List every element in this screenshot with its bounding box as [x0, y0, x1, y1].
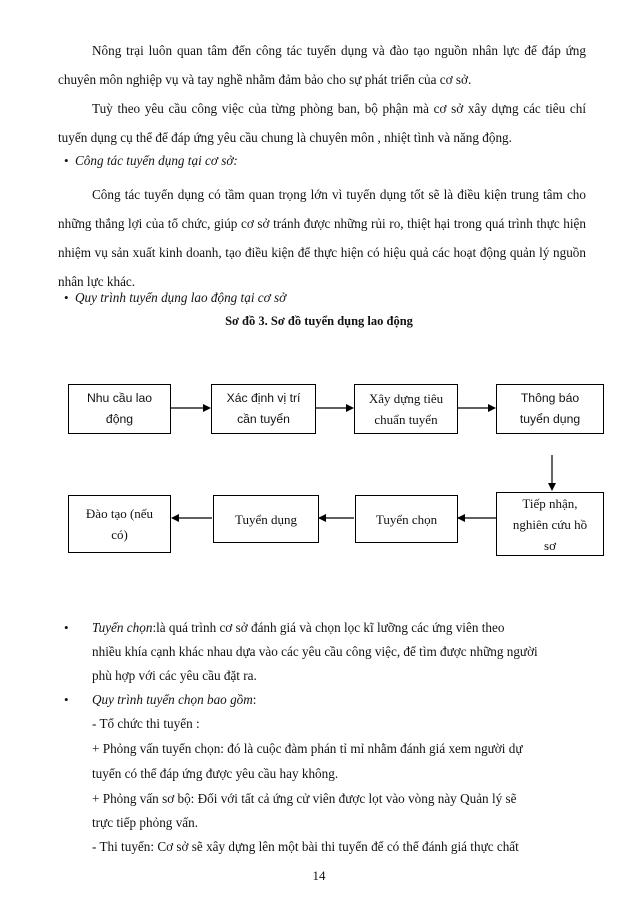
box-training: Đào tạo (nếu có)	[68, 495, 171, 553]
list-line: trực tiếp phỏng vấn.	[92, 815, 199, 830]
selection-definition-line-1: Tuyển chọn:là quá trình cơ sở đánh giá và chọn lọc kĩ lưỡng các ứng viên theo	[92, 620, 505, 635]
box-selection: Tuyển chọn	[355, 495, 458, 543]
selection-process-heading: Quy trình tuyển chọn bao gồm:	[92, 692, 257, 707]
box-build-criteria: Xây dựng tiêu chuẩn tuyển	[354, 384, 458, 434]
selection-definition-line-3: phù hợp với các yêu cầu đặt ra.	[92, 668, 257, 683]
paragraph-intro: Nông trại luôn quan tâm đến công tác tuyển dụng và đào tạo nguồn nhân lực để đáp ứng chuyên môn nghiệp vụ và tay nghề nhằm đảm bảo cho sự phát triển của cơ sở.	[58, 43, 586, 87]
heading-recruitment-work: Công tác tuyển dụng tại cơ sở:	[75, 153, 238, 168]
bullet-dot: •	[64, 620, 69, 635]
bullet-dot: •	[64, 692, 69, 707]
box-receive-profiles: Tiếp nhận, nghiên cứu hồ sơ	[496, 492, 604, 556]
list-line: + Phỏng vấn sơ bộ: Đối với tất cả ứng cử viên được lọt vào vòng này Quản lý sẽ	[92, 791, 517, 806]
box-labor-demand: Nhu cầu lao động	[68, 384, 171, 434]
box-hiring: Tuyển dụng	[213, 495, 319, 543]
list-line: - Thi tuyển: Cơ sở sẽ xây dựng lên một bài thi tuyển để có thể đánh giá thực chất	[92, 839, 519, 854]
bullet-dot: •	[64, 153, 69, 168]
list-line: tuyển có thể đáp ứng được yêu cầu hay không.	[92, 766, 339, 781]
heading-recruitment-process: Quy trình tuyển dụng lao động tại cơ sở	[75, 290, 287, 305]
box-identify-position: Xác định vị trí cần tuyển	[211, 384, 316, 434]
diagram-caption: Sơ đồ 3. Sơ đồ tuyển dụng lao động	[225, 314, 413, 328]
term-selection: Tuyển chọn	[92, 620, 153, 635]
page-number: 14	[312, 868, 326, 883]
box-announce-recruitment: Thông báo tuyển dụng	[496, 384, 604, 434]
selection-definition-line-2: nhiều khía cạnh khác nhau dựa vào các yêu cầu công việc, để tìm được những người	[92, 644, 538, 659]
list-line: - Tổ chức thi tuyển :	[92, 716, 200, 731]
list-line: + Phỏng vấn tuyển chọn: đó là cuộc đàm phán tỉ mỉ nhằm đánh giá xem người dự	[92, 741, 523, 756]
bullet-dot: •	[64, 290, 69, 305]
paragraph-recruitment-importance: Công tác tuyển dụng có tầm quan trọng lớn vì tuyển dụng tốt sẽ là điều kiện trung tâm cho những thắng lợi của tổ chức, giúp cơ sở tránh được những rủi ro, thiệt hại trong quá trình thực hiện nhiệm vụ sản xuất kinh doanh, tạo điều kiện để thực hiện có hiệu quả các hoạt động quản lý nguồn nhân lực khác.	[58, 187, 586, 289]
paragraph-criteria: Tuỳ theo yêu cầu công việc của từng phòng ban, bộ phận mà cơ sở xây dựng các tiêu chí tuyển dụng cụ thể để đáp ứng yêu cầu chung là chuyên môn , nhiệt tình và năng động.	[58, 101, 586, 145]
